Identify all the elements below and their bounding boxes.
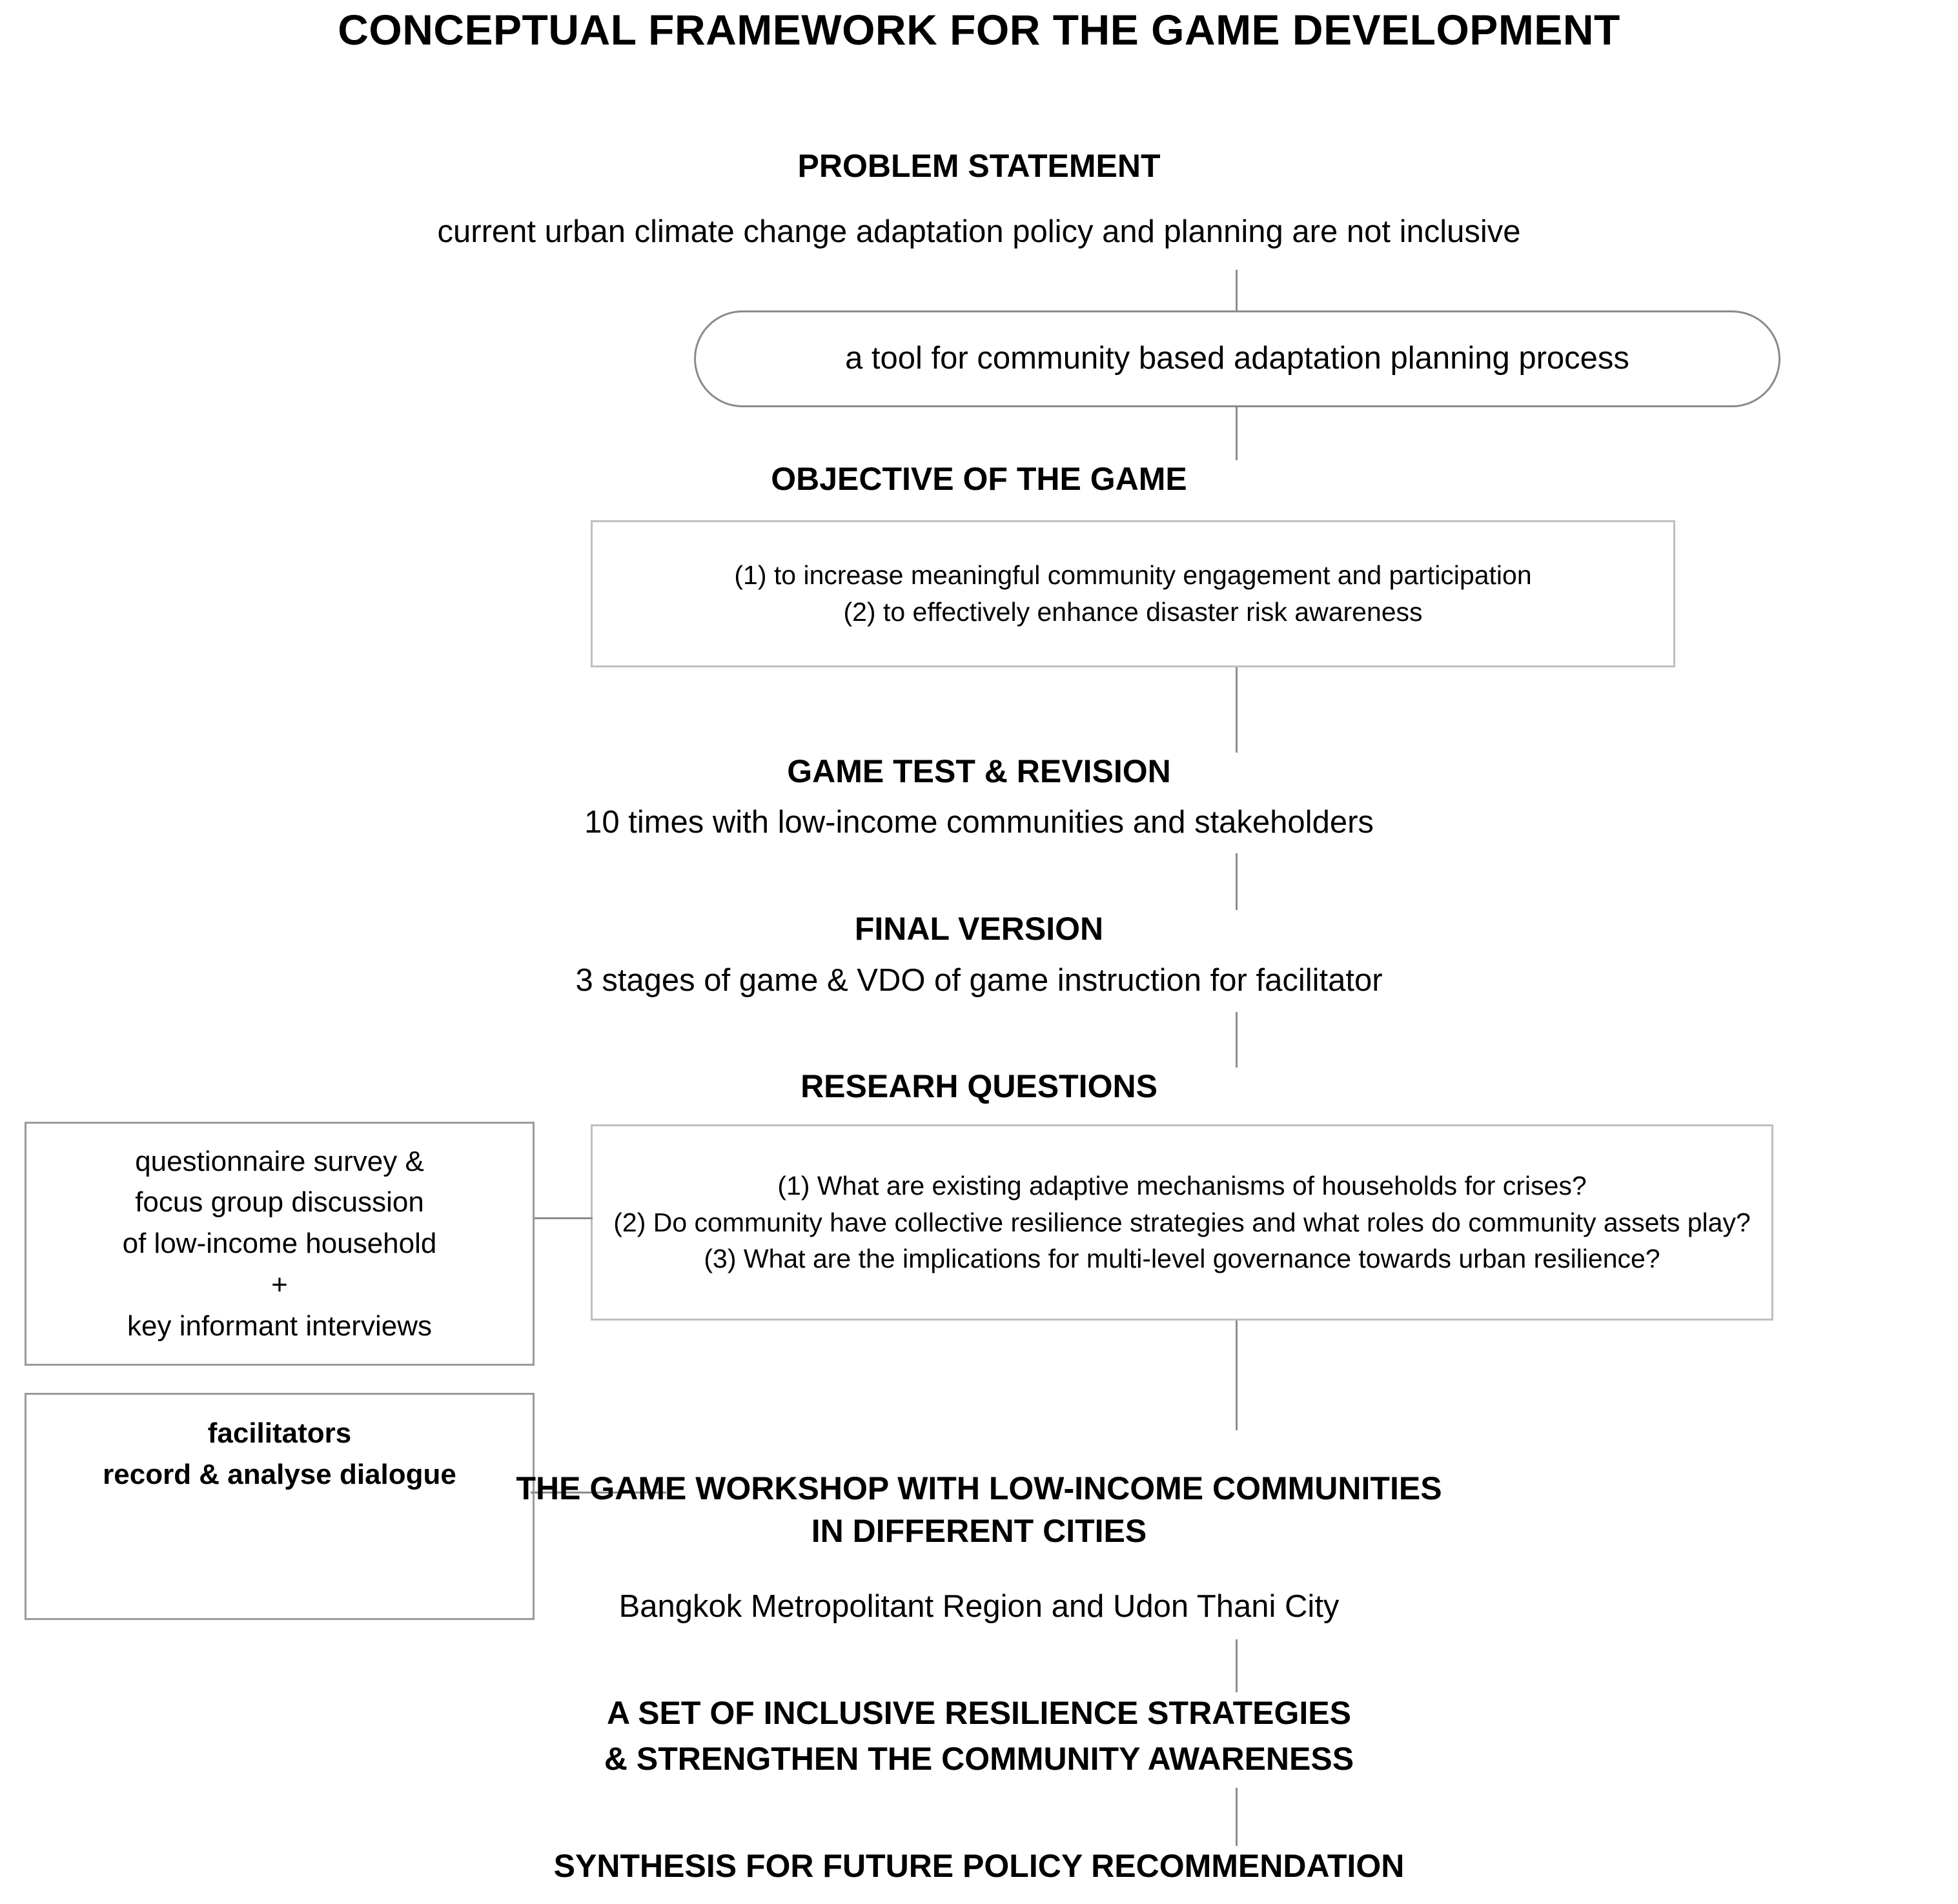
- methods-side-box: [25, 1122, 535, 1366]
- methods-line-3: of low-income household: [122, 1228, 437, 1260]
- tool-pill-text: a tool for community based adaptation planning process: [845, 341, 1629, 376]
- methods-line-2: focus group discussion: [135, 1186, 424, 1219]
- workshop-heading-line-2: IN DIFFERENT CITIES: [811, 1513, 1147, 1549]
- facilitators-line-2: record & analyse dialogue: [103, 1458, 456, 1490]
- tool-pill-box: [694, 310, 1780, 407]
- methods-line-4: +: [271, 1268, 288, 1301]
- connector-outcome-to-synthesis: [1236, 1788, 1238, 1846]
- outcome-line-1: A SET OF INCLUSIVE RESILIENCE STRATEGIES: [607, 1695, 1351, 1731]
- research-questions-box: [591, 1124, 1773, 1321]
- research-question-2: (2) Do community have collective resilience strategies and what roles do community assets play?: [613, 1207, 1751, 1237]
- objective-line-2: (2) to effectively enhance disaster risk awareness: [843, 597, 1423, 627]
- workshop-heading-line-1: THE GAME WORKSHOP WITH LOW-INCOME COMMUNITIES: [516, 1470, 1442, 1506]
- final-version-heading: FINAL VERSION: [854, 911, 1104, 947]
- connector-final-to-research: [1236, 1012, 1238, 1068]
- problem-statement-heading: PROBLEM STATEMENT: [797, 148, 1161, 184]
- connector-workshop-to-outcome: [1236, 1639, 1238, 1692]
- facilitators-line-1: facilitators: [207, 1417, 352, 1449]
- workshop-cities-text: Bangkok Metropolitant Region and Udon Thani City: [618, 1589, 1340, 1624]
- final-version-text: 3 stages of game & VDO of game instruction for facilitator: [575, 963, 1383, 998]
- connector-research-to-workshop: [1236, 1321, 1238, 1430]
- research-question-1: (1) What are existing adaptive mechanisms of households for crises?: [777, 1171, 1587, 1201]
- connector-methods-to-research: [535, 1217, 593, 1219]
- page-title: CONCEPTUAL FRAMEWORK FOR THE GAME DEVELOPMENT: [338, 6, 1620, 54]
- research-questions-heading: RESEARH QUESTIONS: [801, 1068, 1157, 1104]
- objective-line-1: (1) to increase meaningful community engagement and participation: [734, 560, 1532, 591]
- synthesis-heading: SYNTHESIS FOR FUTURE POLICY RECOMMENDATION: [553, 1848, 1405, 1884]
- research-question-3: (3) What are the implications for multi-level governance towards urban resilience?: [704, 1244, 1660, 1274]
- outcome-line-2: & STRENGTHEN THE COMMUNITY AWARENESS: [604, 1741, 1354, 1777]
- objective-heading: OBJECTIVE OF THE GAME: [771, 461, 1187, 497]
- methods-line-1: questionnaire survey &: [135, 1145, 424, 1177]
- objective-box: [591, 520, 1675, 667]
- connector-objective-to-gametest: [1236, 667, 1238, 753]
- connector-problem-to-tool: [1236, 270, 1238, 312]
- connector-gametest-to-final: [1236, 853, 1238, 910]
- game-test-heading: GAME TEST & REVISION: [787, 753, 1171, 789]
- game-test-text: 10 times with low-income communities and stakeholders: [584, 805, 1374, 840]
- problem-statement-text: current urban climate change adaptation policy and planning are not inclusive: [437, 214, 1521, 249]
- connector-tool-to-objective: [1236, 407, 1238, 460]
- methods-line-5: key informant interviews: [127, 1310, 432, 1342]
